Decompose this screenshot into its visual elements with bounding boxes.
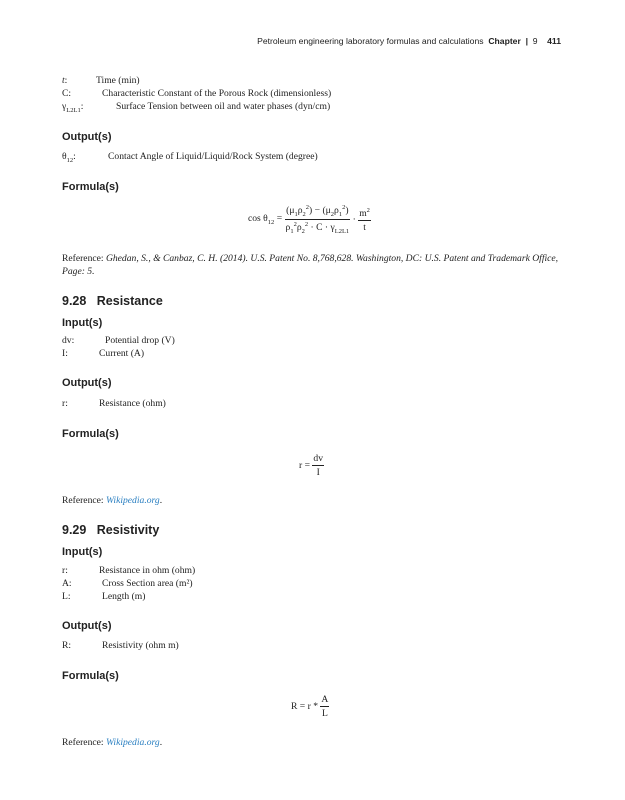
formula-fraction: $\frac{(\mu_1\rho_2^2) - (\mu_2\rho_1^2)}{\rho_1^2\rho_2^2 \cdot C \cdot \gamma_{L2L1}}$ [285, 204, 350, 236]
formula-fraction: $\frac{A}{L}$ [321, 694, 329, 719]
output-heading: Output(s) [62, 131, 112, 143]
formula-heading: Formula(s) [62, 670, 119, 682]
output-symbol: r: [62, 398, 68, 409]
input-description: Potential drop (V) [105, 335, 175, 346]
reference-suffix: . [159, 495, 163, 506]
input-description: Time (min) [96, 75, 140, 86]
reference-suffix: . [159, 737, 163, 748]
output-description: Resistance (ohm) [99, 398, 166, 409]
input-symbol: L: [62, 591, 71, 602]
input-item [62, 591, 145, 602]
output-description: Resistivity (ohm m) [102, 640, 179, 651]
input-item [62, 348, 144, 359]
reference [62, 494, 562, 507]
section-name: Resistivity [96, 523, 160, 537]
input-item [62, 335, 175, 346]
section-number: 9.28 [62, 294, 87, 308]
input-symbol: I: [62, 348, 68, 359]
section-title [62, 294, 163, 308]
resistivity-formula: R = r * $\frac{A}{L}$ [291, 694, 329, 719]
input-item [62, 101, 330, 114]
input-description: Length (m) [102, 591, 146, 602]
resistance-formula: r = $\frac{dv}{I}$ [299, 453, 323, 478]
chapter-label: Chapter [488, 36, 521, 46]
reference [62, 252, 562, 278]
input-description: Current (A) [99, 348, 145, 359]
reference [62, 736, 562, 749]
reference-citation: Ghedan, S., & Canbaz, C. H. (2014). U.S. Patent No. 8,768,628. Washington, DC: U.S. Patent and Trademark Office, Page: 5. [62, 253, 559, 277]
output-item [62, 398, 166, 409]
input-description: Surface Tension between oil and water phases (dyn/cm) [116, 101, 331, 112]
formula-heading: Formula(s) [62, 181, 119, 193]
formula-fraction: $\frac{m^2}{t}$ [359, 206, 370, 233]
input-symbol: A: [62, 578, 72, 589]
reference-link[interactable]: Wikipedia.org [105, 737, 160, 748]
running-title: Petroleum engineering laboratory formulas and calculations [257, 36, 484, 46]
chapter-number: 9 [532, 36, 538, 46]
reference-prefix: Reference: [62, 495, 106, 506]
section-title [62, 523, 159, 537]
output-item [62, 640, 179, 651]
running-header [0, 36, 561, 46]
contact-angle-formula: $\cos \theta_{12}$ = $\frac{(\mu_1\rho_2^2) - (\mu_2\rho_1^2)}{\rho_1^2\rho_2^2 \cdot C \cdot \gamma_{L2L1}}$ · $\frac{m^2}{t}$ [248, 204, 370, 236]
input-item [62, 565, 195, 576]
input-description: Cross Section area (m²) [102, 578, 193, 589]
section-name: Resistance [96, 294, 163, 308]
header-separator: | [525, 36, 528, 46]
output-item [62, 151, 318, 164]
reference-prefix: Reference: [62, 737, 106, 748]
input-item [62, 75, 140, 86]
input-description: Characteristic Constant of the Porous Rock (dimensionless) [102, 88, 332, 99]
input-symbol: t: [62, 75, 68, 86]
formula-fraction: $\frac{dv}{I}$ [313, 453, 323, 478]
input-symbol: dv: [62, 335, 75, 346]
input-item [62, 578, 193, 589]
section-number: 9.29 [62, 523, 87, 537]
output-heading: Output(s) [62, 377, 112, 389]
input-symbol: $\gamma_{L2L1}$: [62, 101, 84, 114]
reference-prefix: Reference: [62, 253, 106, 264]
input-symbol: C: [62, 88, 72, 99]
input-symbol: r: [62, 565, 68, 576]
input-heading: Input(s) [62, 546, 103, 558]
input-item [62, 88, 331, 99]
formula-heading: Formula(s) [62, 428, 119, 440]
input-description: Resistance in ohm (ohm) [99, 565, 196, 576]
reference-link[interactable]: Wikipedia.org [105, 495, 160, 506]
output-heading: Output(s) [62, 620, 112, 632]
output-symbol: R: [62, 640, 72, 651]
page-number: 411 [547, 36, 561, 46]
input-heading: Input(s) [62, 317, 103, 329]
output-symbol: $\theta_{12}$: [62, 151, 76, 164]
output-description: Contact Angle of Liquid/Liquid/Rock System (degree) [108, 151, 318, 162]
